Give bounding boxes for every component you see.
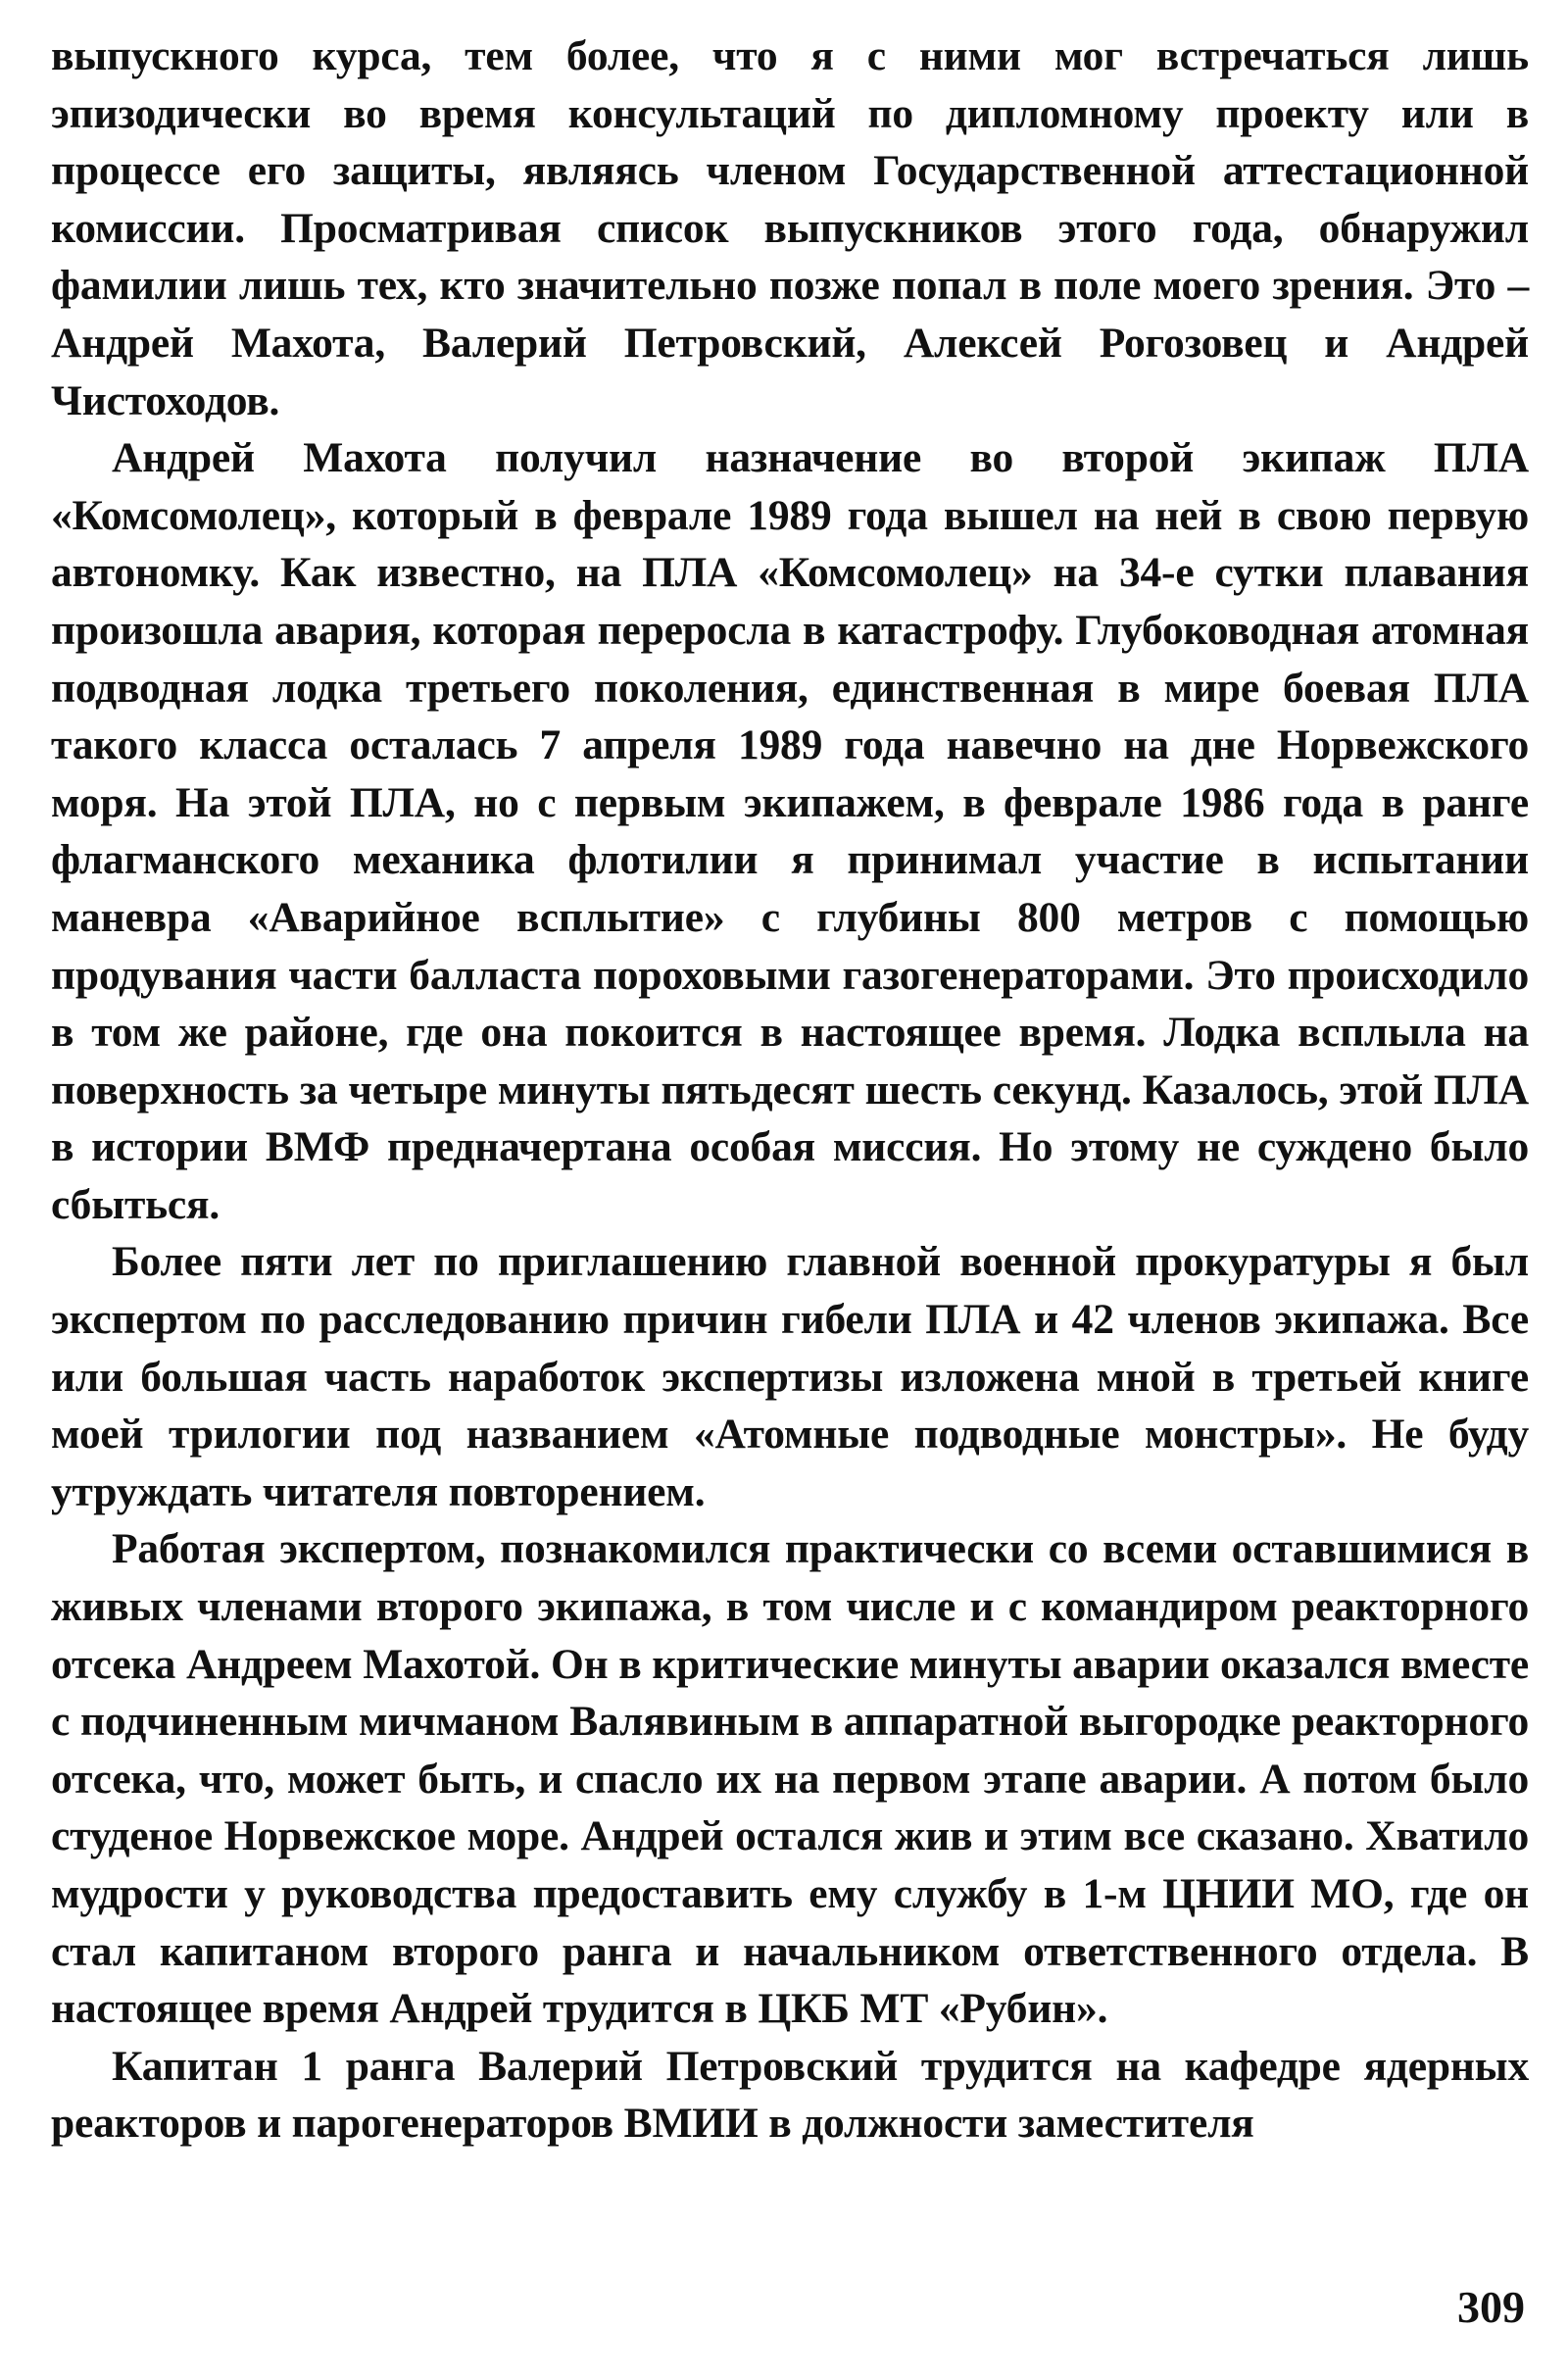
paragraph-4: Работая экспертом, познакомился практически со всеми оставшимися в живых членами второго экипажа, в том числе и с командиром реакторного отсека Андреем Махотой. Он в критические минуты аварии оказался вместе с подчиненным мичманом Валявиным в аппаратной выгородке реакторного отсека, что, может быть, и спасло их на первом этапе аварии. А потом было студеное Норвежское море. Андрей остался жив и этим все сказано. Хватило мудрости у руководства предоставить ему службу в 1-м ЦНИИ МО, где он стал капитаном второго ранга и начальником ответственного отдела. В настоящее время Андрей трудится в ЦКБ МТ «Рубин».: [51, 1525, 1529, 2033]
page-number: 309: [1457, 2282, 1525, 2332]
page-body: [51, 27, 1529, 2360]
paragraph-3: Более пяти лет по приглашению главной военной прокуратуры я был экспертом по расследованию причин гибели ПЛА и 42 членов экипажа. Все или большая часть наработок экспертизы изложена мной в третьей книге моей трилогии под названием «Атомные подводные монстры». Не буду утруждать читателя повторением.: [51, 1238, 1529, 1515]
paragraph-1: выпускного курса, тем более, что я с ними мог встречаться лишь эпизодически во время консультаций по дипломному проекту или в процессе его защиты, являясь членом Государственной аттестационной комиссии. Просматривая список выпускников этого года, обнаружил фамилии лишь тех, кто значительно позже попал в поле моего зрения. Это – Андрей Махота, Валерий Петровский, Алексей Рогозовец и Андрей Чистоходов.: [51, 32, 1529, 424]
paragraph-2: Андрей Махота получил назначение во второй экипаж ПЛА «Комсомолец», который в феврале 1989 года вышел на ней в свою первую автономку. Как известно, на ПЛА «Комсомолец» на 34-е сутки плавания произошла авария, которая переросла в катастрофу. Глубоководная атомная подводная лодка третьего поколения, единственная в мире боевая ПЛА такого класса осталась 7 апреля 1989 года навечно на дне Норвежского моря. На этой ПЛА, но с первым экипажем, в феврале 1986 года в ранге флагманского механика флотилии я принимал участие в испытании маневра «Аварийное всплытие» с глубины 800 метров с помощью продувания части балласта пороховыми газогенераторами. Это происходило в том же районе, где она покоится в настоящее время. Лодка всплыла на поверхность за четыре минуты пятьдесят шесть секунд. Казалось, этой ПЛА в истории ВМФ предначертана особая миссия. Но этому не суждено было сбыться.: [51, 434, 1529, 1228]
paragraph-5: Капитан 1 ранга Валерий Петровский трудится на кафедре ядерных реакторов и парогенераторов ВМИИ в должности заместителя: [51, 2042, 1529, 2148]
